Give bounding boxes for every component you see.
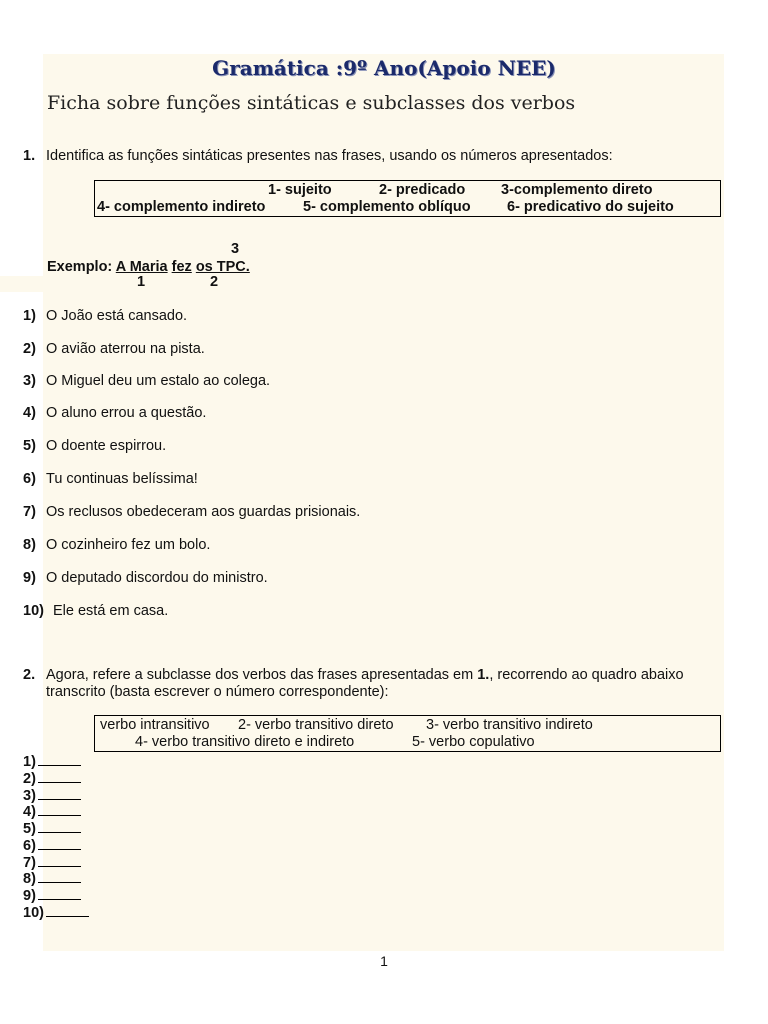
question-2-instruction-line2: transcrito (basta escrever o número correspondente): <box>46 684 389 700</box>
question-2-instruction-end: , recorrendo ao quadro abaixo <box>489 667 684 683</box>
sentence-6-number: 6) <box>23 471 36 487</box>
answer-3[interactable] <box>23 787 81 804</box>
verb-subclasses-box <box>94 715 721 752</box>
answer-8[interactable] <box>23 870 81 887</box>
sentence-1-number: 1) <box>23 308 36 324</box>
sentence-8-number: 8) <box>23 537 36 553</box>
answer-2[interactable] <box>23 770 81 787</box>
answer-10[interactable] <box>23 904 89 921</box>
answer-4-label: 4) <box>23 804 36 820</box>
question-2-instruction <box>46 667 684 683</box>
sentence-4-number: 4) <box>23 405 36 421</box>
subclass-3: 3- verbo transitivo indireto <box>426 717 593 733</box>
answer-blank[interactable] <box>38 753 81 766</box>
answer-blank[interactable] <box>38 803 81 816</box>
sentence-9: O deputado discordou do ministro. <box>46 570 268 586</box>
answer-1[interactable] <box>23 753 81 770</box>
answer-blank[interactable] <box>38 870 81 883</box>
sentence-2-number: 2) <box>23 341 36 357</box>
question-1-number: 1. <box>23 148 36 164</box>
answer-blank[interactable] <box>46 904 89 917</box>
answer-2-label: 2) <box>23 771 36 787</box>
subclass-4: 4- verbo transitivo direto e indireto <box>135 734 355 750</box>
answer-6-label: 6) <box>23 838 36 854</box>
subclass-2: 2- verbo transitivo direto <box>238 717 394 733</box>
sentence-5-number: 5) <box>23 438 36 454</box>
worksheet-title: Gramática :9º Ano(Apoio NEE) <box>212 56 556 80</box>
example-predicate: fez <box>171 259 192 275</box>
answer-10-label: 10) <box>23 905 44 921</box>
function-3: 3-complemento direto <box>501 182 653 198</box>
subclass-5: 5- verbo copulativo <box>412 734 535 750</box>
answer-9[interactable] <box>23 887 81 904</box>
answer-blank[interactable] <box>38 770 81 783</box>
answer-9-label: 9) <box>23 888 36 904</box>
answer-3-label: 3) <box>23 788 36 804</box>
example-subject: A Maria <box>115 259 168 275</box>
example-number-3: 3 <box>231 241 240 257</box>
question-2-number: 2. <box>23 667 36 683</box>
function-1: 1- sujeito <box>268 182 332 198</box>
sentence-10: Ele está em casa. <box>53 603 169 619</box>
answer-blank[interactable] <box>38 887 81 900</box>
example-number-1: 1 <box>137 274 146 290</box>
question-2-instruction-text: Agora, refere a subclasse dos verbos das frases apresentadas em <box>46 667 474 683</box>
sentence-9-number: 9) <box>23 570 36 586</box>
sentence-3-number: 3) <box>23 373 36 389</box>
question-2-reference: 1. <box>477 667 490 683</box>
question-1-instruction: Identifica as funções sintáticas presentes nas frases, usando os números apresentados: <box>46 148 613 164</box>
answer-blank[interactable] <box>38 854 81 867</box>
function-6: 6- predicativo do sujeito <box>507 199 674 215</box>
sentence-1: O João está cansado. <box>46 308 188 324</box>
example-object: os TPC. <box>195 259 250 275</box>
page-number: 1 <box>380 953 388 969</box>
sentence-4: O aluno errou a questão. <box>46 405 207 421</box>
answer-6[interactable] <box>23 837 81 854</box>
answer-5[interactable] <box>23 820 81 837</box>
sentence-2: O avião aterrou na pista. <box>46 341 205 357</box>
subclass-1: verbo intransitivo <box>100 717 210 733</box>
sentence-5: O doente espirrou. <box>46 438 167 454</box>
answer-1-label: 1) <box>23 754 36 770</box>
function-2: 2- predicado <box>379 182 466 198</box>
sentence-7: Os reclusos obedeceram aos guardas prisionais. <box>46 504 361 520</box>
answer-5-label: 5) <box>23 821 36 837</box>
answer-blank[interactable] <box>38 787 81 800</box>
example-label: Exemplo: <box>47 259 113 275</box>
paper-edge <box>0 276 45 292</box>
sentence-10-number: 10) <box>23 603 44 619</box>
answer-7[interactable] <box>23 854 81 871</box>
sentence-8: O cozinheiro fez um bolo. <box>46 537 211 553</box>
answer-7-label: 7) <box>23 855 36 871</box>
worksheet-subtitle: Ficha sobre funções sintáticas e subclasses dos verbos <box>47 92 576 114</box>
example-sentence <box>47 259 250 275</box>
answer-4[interactable] <box>23 803 81 820</box>
answer-8-label: 8) <box>23 871 36 887</box>
sentence-6: Tu continuas belíssima! <box>46 471 198 487</box>
syntactic-functions-box <box>94 180 721 217</box>
function-4: 4- complemento indireto <box>97 199 266 215</box>
function-5: 5- complemento oblíquo <box>303 199 471 215</box>
answer-blank[interactable] <box>38 820 81 833</box>
example-number-2: 2 <box>210 274 219 290</box>
sentence-7-number: 7) <box>23 504 36 520</box>
answer-blank[interactable] <box>38 837 81 850</box>
sentence-3: O Miguel deu um estalo ao colega. <box>46 373 271 389</box>
